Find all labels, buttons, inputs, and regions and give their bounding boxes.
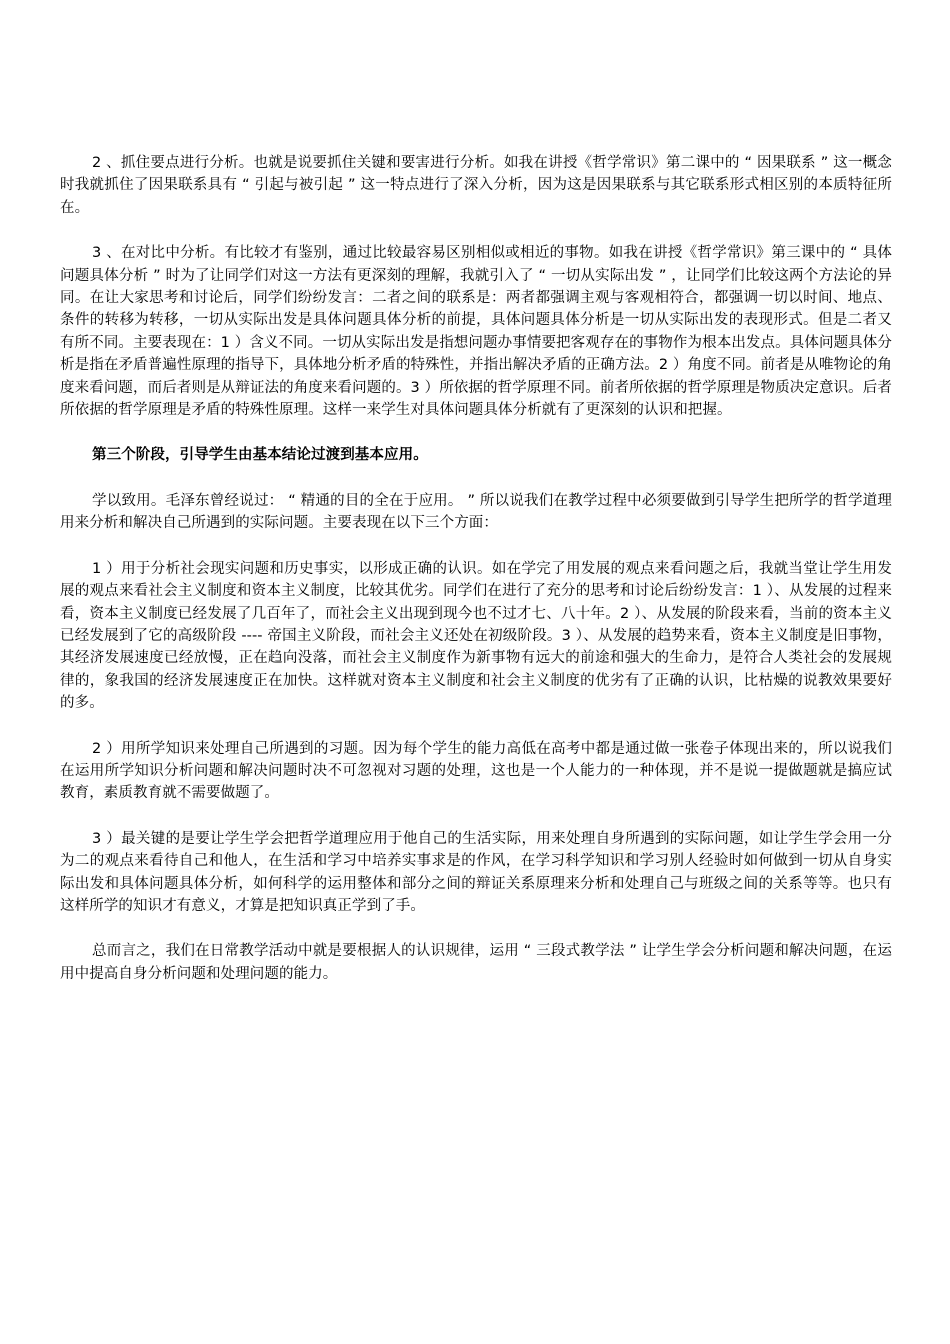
section-heading-third-stage: 第三个阶段，引导学生由基本结论过渡到基本应用。	[92, 447, 428, 464]
paragraph-apply-learning: 学以致用。毛泽东曾经说过： “ 精通的目的全在于应用。 ” 所以说我们在教学过程中必须要做到引导学生把所学的哲学道理用来分析和解决自己所遇到的实际问题。主要表现在以下三个方面：	[60, 492, 892, 532]
paragraph-application-3: 3 ）最关键的是要让学生学会把哲学道理应用于他自己的生活实际，用来处理自身所遇到的实际问题，如让学生学会用一分为二的观点来看待自己和他人，在生活和学习中培养实事求是的作风，在学习科学知识和学习别人经验时如何做到一切从自身实际出发和具体问题具体分析，如何科学的运用整体和部分之间的辩证关系原理来分析和处理自己与班级之间的关系等等。也只有这样所学的知识才有意义，才算是把知识真正学到了手。	[60, 830, 892, 914]
paragraph-grasp-key-points: 2 、抓住要点进行分析。也就是说要抓住关键和要害进行分析。如我在讲授《哲学常识》第二课中的 “ 因果联系 ” 这一概念时我就抓住了因果联系具有 “ 引起与被引起 ” 这一特点进行了深入分析，因为这是因果联系与其它联系形式相区别的本质特征所在。	[60, 155, 892, 216]
paragraph-application-2: 2 ）用所学知识来处理自己所遇到的习题。因为每个学生的能力高低在高考中都是通过做一张卷子体现出来的，所以说我们在运用所学知识分析问题和解决问题时决不可忽视对习题的处理，这也是一个人能力的一种体现，并不是说一提做题就是搞应试教育，素质教育就不需要做题了。	[60, 740, 892, 802]
paragraph-comparison-analysis: 3 、在对比中分析。有比较才有鉴别，通过比较最容易区别相似或相近的事物。如我在讲授《哲学常识》第三课中的 “ 具体问题具体分析 ” 时为了让同学们对这一方法有更深刻的理解，我就引入了 “ 一切从实际出发 ” ，让同学们比较这两个方法论的异同。在让大家思考和讨论后，同学们纷纷发言：二者之间的联系是：两者都强调主观与客观相符合，都强调一切以时间、地点、条件的转移为转移，一切从实际出发是具体问题具体分析的前提，具体问题具体分析是一切从实际出发的表现形式。但是二者又有所不同。主要表现在：1 ）含义不同。一切从实际出发是指想问题办事情要把客观存在的事物作为根本出发点。具体问题具体分析是指在矛盾普遍性原理的指导下，具体地分析矛盾的特殊性，并指出解决矛盾的正确方法。2 ）角度不同。前者是从唯物论的角度来看问题，而后者则是从辩证法的角度来看问题的。3 ）所依据的哲学原理不同。前者所依据的哲学原理是物质决定意识。后者所依据的哲学原理是矛盾的特殊性原理。这样一来学生对具体问题具体分析就有了更深刻的认识和把握。	[60, 245, 892, 419]
document-page	[60, 152, 892, 1008]
paragraph-conclusion: 总而言之，我们在日常教学活动中就是要根据人的认识规律，运用 “ 三段式教学法 ” 让学生学会分析问题和解决问题，在运用中提高自身分析问题和处理问题的能力。	[60, 943, 892, 982]
paragraph-application-1: 1 ）用于分析社会现实问题和历史事实，以形成正确的认识。如在学完了用发展的观点来看问题之后，我就当堂让学生用发展的观点来看社会主义制度和资本主义制度，比较其优劣。同学们在进行了充分的思考和讨论后纷纷发言：1 ）、从发展的过程来看，资本主义制度已经发展了几百年了，而社会主义出现到现今也不过才七、八十年。2 ）、从发展的阶段来看，当前的资本主义已经发展到了它的高级阶段 ---- 帝国主义阶段，而社会主义还处在初级阶段。3 ）、从发展的趋势来看，资本主义制度是旧事物，其经济发展速度已经放慢，正在趋向没落，而社会主义制度作为新事物有远大的前途和强大的生命力，是符合人类社会的发展规律的，象我国的经济发展速度正在加快。这样就对资本主义制度和社会主义制度的优劣有了正确的认识，比枯燥的说教效果要好的多。	[60, 560, 892, 712]
